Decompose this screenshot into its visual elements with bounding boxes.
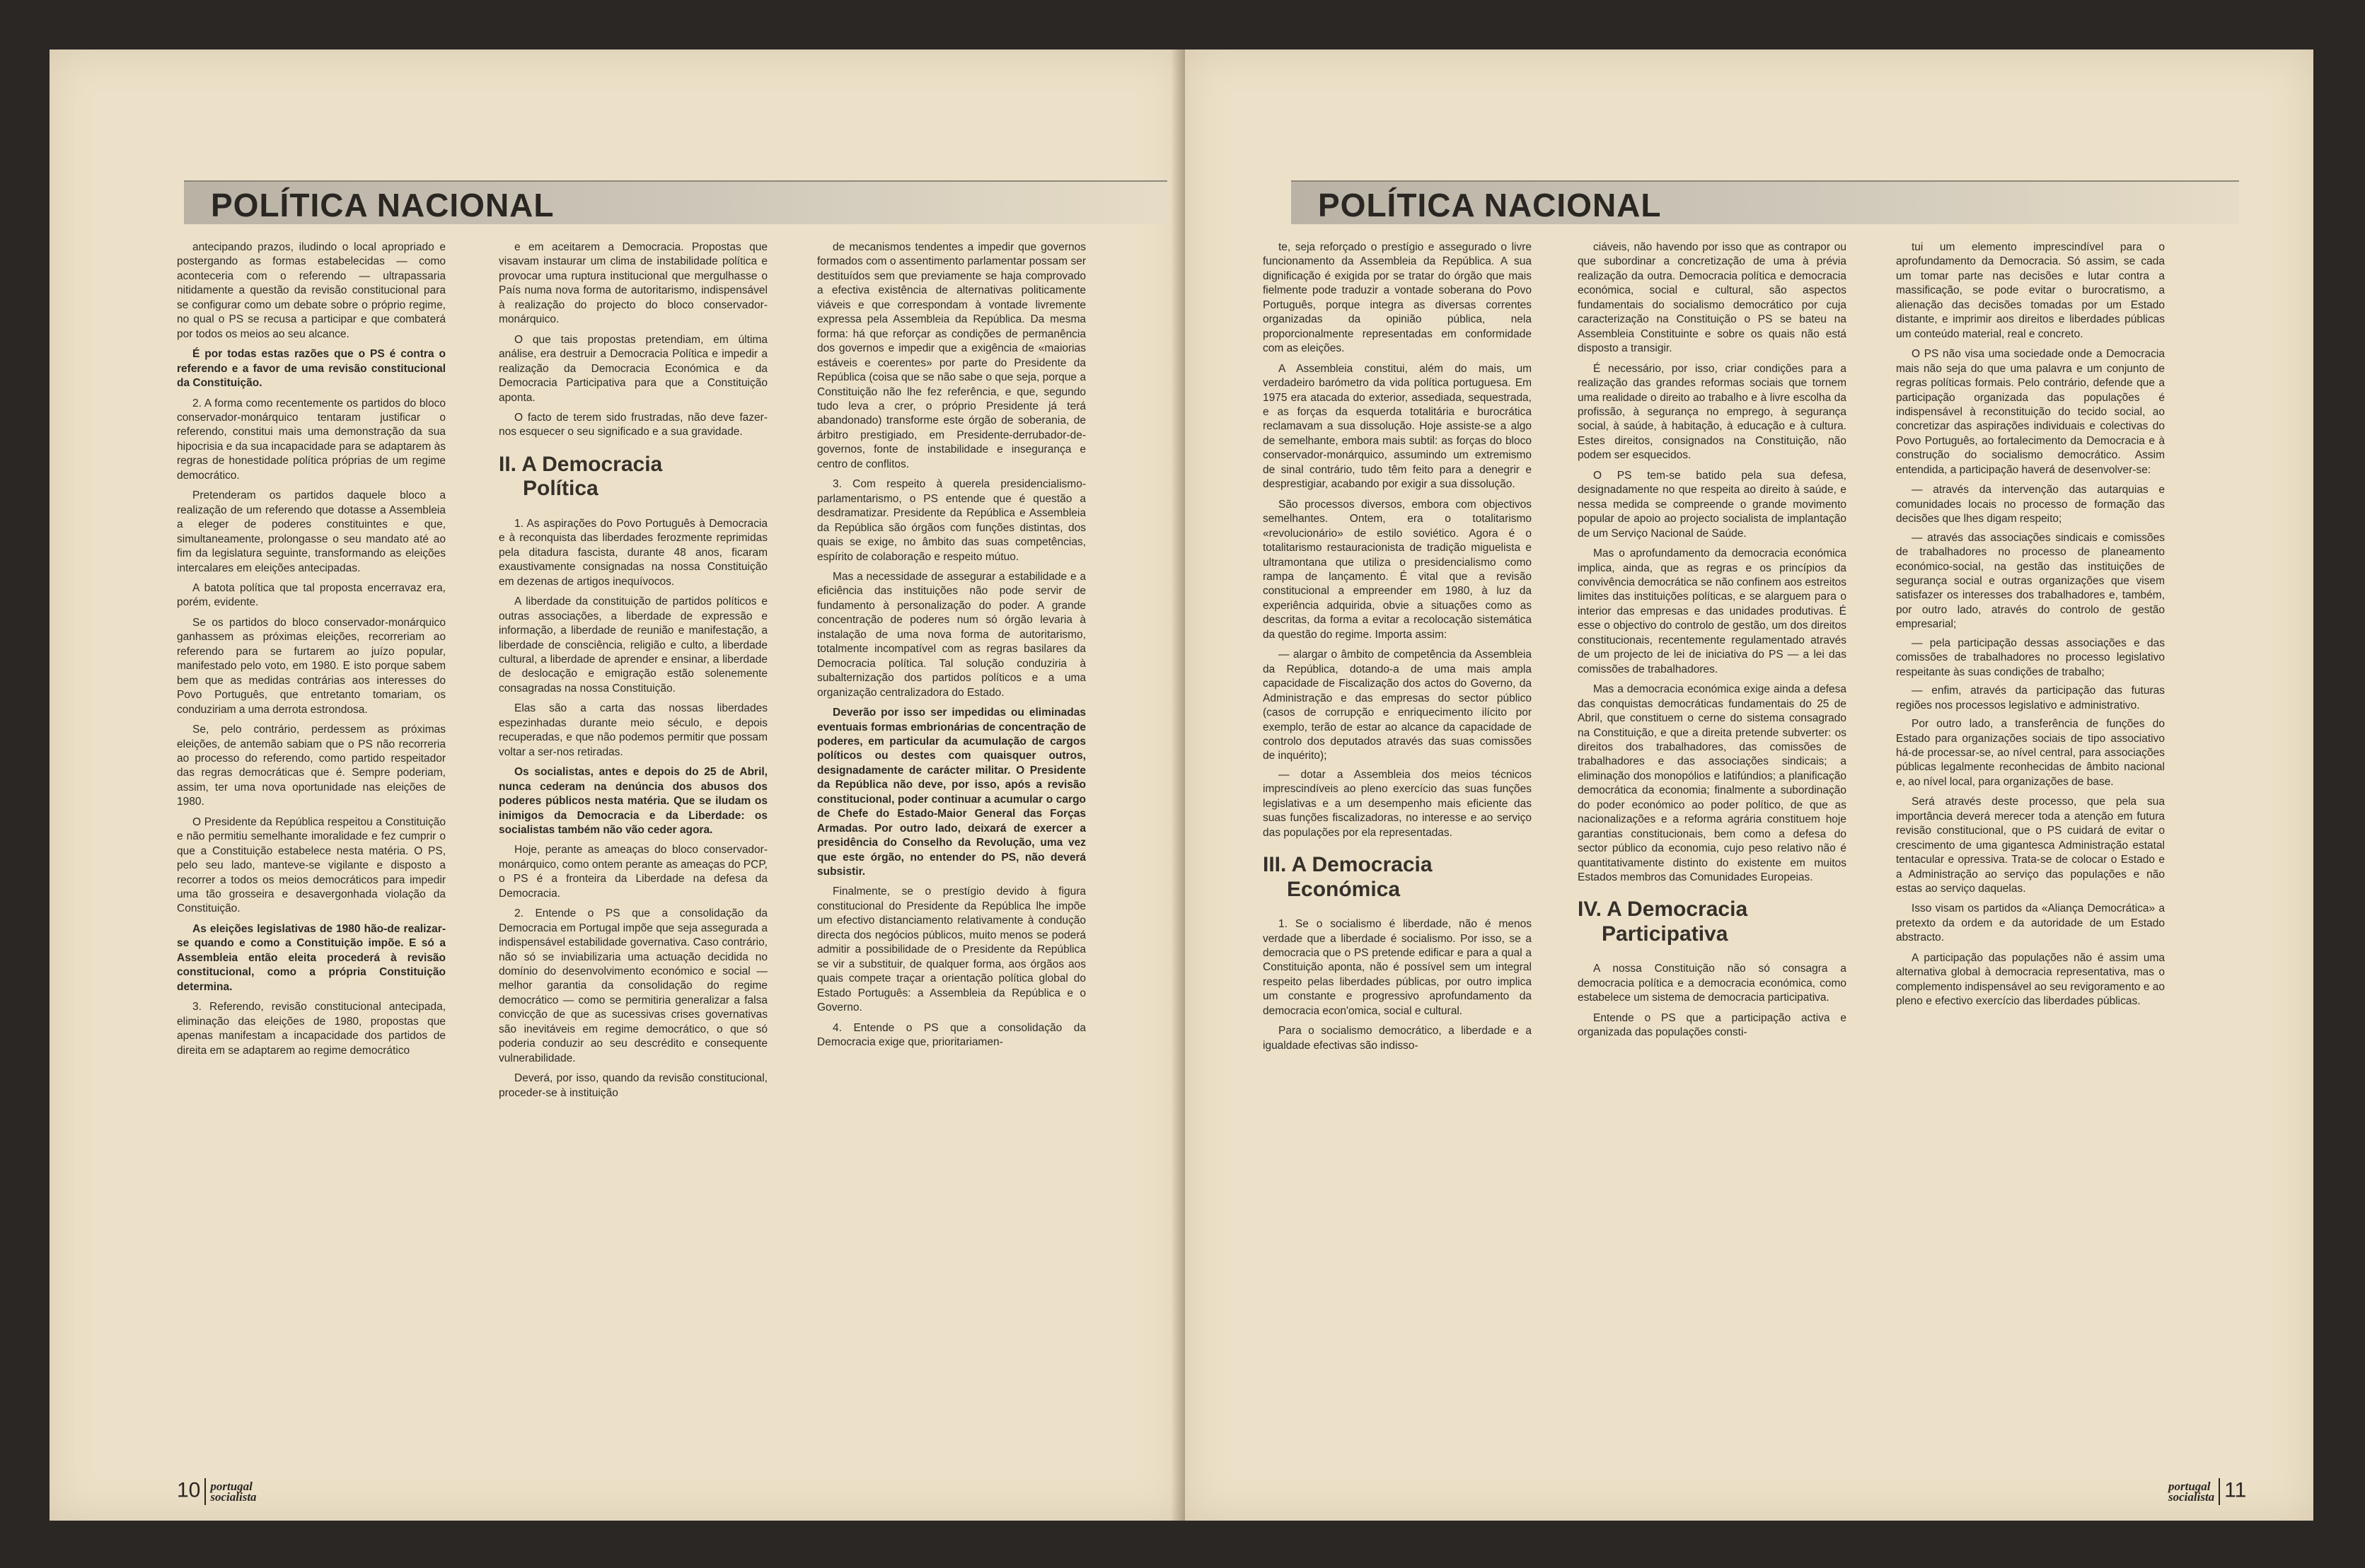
section-header xyxy=(1291,180,2239,224)
paragraph: Será através deste processo, que pela sua importância deverá merecer toda a atenção em futura revisão constitucional, que o PS cuidará de evitar o crescimento de uma gigantesca Administração estatal tentacular e opressiva. Trata-se de colocar o Estado e a Administração ao serviço das populações e não estas ao serviço daquelas. xyxy=(1896,796,2165,895)
paragraph: Para o socialismo democrático, a liberdade e a igualdade efectivas são indisso- xyxy=(1263,1025,1532,1052)
paragraph: As eleições legislativas de 1980 hão-de realizar-se quando e como a Constituição impõe. E só a Assembleia então eleita procederá à revisão constitucional, como a própria Constituição determina. xyxy=(177,922,446,993)
column-2 xyxy=(1578,240,1846,1046)
paragraph: Hoje, perante as ameaças do bloco conservador-monárquico, como ontem perante as ameaças do PCP, o PS é a fronteira da Liberdade na defesa da Democracia. xyxy=(499,844,768,900)
paragraph: Mas a democracia económica exige ainda a defesa das conquistas democráticas fundamentais do 25 de Abril, que constituem o cerne do sistema consagrado na Constituição, e que a direita pretende subverter: os direitos dos trabalhadores, das comissões de trabalhadores e das associações sindicais; a eliminação dos monopólios e latifúndios; a planificação democrática da economia; finalmente a subordinação do poder económico ao poder político, de que as nacionalizações e a reforma agrária constituem hoje garantias constitucionais, bem como a defesa do sector público da economia, cujo peso relativo não é quantitativamente distinto do existente em muitos Estados membros das Comunidades Europeias. xyxy=(1578,683,1846,884)
page-number-text: 11 xyxy=(2224,1478,2247,1502)
paragraph: O PS tem-se batido pela sua defesa, designadamente no que respeita ao direito à saúde, e nessa medida se compreende o grande movimento popular de apoio ao projecto socialista de implantação de um Serviço Nacional de Saúde. xyxy=(1578,469,1846,540)
paragraph: Os socialistas, antes e depois do 25 de Abril, nunca cederam na denúncia dos abusos dos poderes públicos nesta matéria. Que se iludam os inimigos da Democracia e da Liberdade: os socialistas também não vão ceder agora. xyxy=(499,766,768,836)
paragraph: É por todas estas razões que o PS é contra o referendo e a favor de uma revisão constitucional da Constituição. xyxy=(177,348,446,390)
paragraph: 1. Se o socialismo é liberdade, não é menos verdade que a liberdade é socialismo. Por isso, se a democracia que o PS pretende edificar e para a qual a Constituição aponta, não é possível sem um integral respeito pelas liberdades públicas, por outro implica um constante e progressivo aprofundamento da democracia econ'omica, social e cultural. xyxy=(1263,918,1532,1017)
column-3 xyxy=(817,240,1086,1055)
page-number-text: 10 xyxy=(177,1478,201,1502)
paragraph: 3. Referendo, revisão constitucional antecipada, eliminação das eleições de 1980, propostas que apenas manifestam a incapacidade dos partidos de direita em se adaptarem ao regime democrático xyxy=(177,1001,446,1057)
section-heading xyxy=(499,453,768,501)
list-item: — dotar a Assembleia dos meios técnicos imprescindíveis ao pleno exercício das suas funções legislativas e a um desempenho mais eficiente das suas funções fiscalizadoras, no interesse e ao serviço das populações por ela representadas. xyxy=(1263,768,1532,839)
paragraph: Por outro lado, a transferência de funções do Estado para organizações sociais de tipo associativo há-de processar-se, ao nível central, para associações públicas legalmente reconhecidas de âmbito nacional e, ao nível local, para organizações de base. xyxy=(1896,718,2165,788)
paragraph: 2. Entende o PS que a consolidação da Democracia em Portugal impõe que seja assegurada a indispensável estabilidade governativa. Caso contrário, não só se inviabilizaria uma actuação decidida no domínio do desenvolvimento económico e social — melhor garantia da consolidação do regime democrático — como se permitiria generalizar a falsa convicção de que as sucessivas crises governativas são inevitáveis em regime democrático, o que só poderia conduzir ao seu descrédito e consequente vulnerabilidade. xyxy=(499,907,768,1064)
paragraph: Deverá, por isso, quando da revisão constitucional, proceder-se à instituição xyxy=(499,1072,768,1099)
section-header xyxy=(184,180,1167,224)
paragraph: O Presidente da República respeitou a Constituição e não permitiu semelhante imoralidade e fez cumprir o que a Constituição estabelece nesta matéria. O PS, pelo seu lado, manteve-se vigilante e disposto a recorrer a todos os meios democráticos para impedir uma tão grosseira e desavergonhada violação da Constituição. xyxy=(177,815,446,915)
paragraph: O PS não visa uma sociedade onde a Democracia mais não seja do que uma palavra e um conjunto de regras políticas formais. Pelo contrário, defende que a participação organizada das populações é indispensável à reconstituição do tecido social, ao concretizar das aspirações individuais e colectivas do Povo Português, ao fortalecimento da Democracia e à construção do socialismo democrático. Assim entendida, a participação haverá de desenvolver-se: xyxy=(1896,348,2165,476)
paragraph: Pretenderam os partidos daquele bloco a realização de um referendo que dotasse a Assembleia a eleger de poderes constituintes e que, simultaneamente, prolongasse o seu mandato até ao fim da legislatura seguinte, transformando as eleições intercalares em eleições antecipadas. xyxy=(177,489,446,574)
paragraph: A batota política que tal proposta encerravaz era, porém, evidente. xyxy=(177,581,446,609)
heading-line: Participativa xyxy=(1602,922,1728,946)
paragraph: 4. Entende o PS que a consolidação da Democracia exige que, prioritariamen- xyxy=(817,1021,1086,1049)
logo-line: socialista xyxy=(2168,1490,2215,1504)
paragraph: e em aceitarem a Democracia. Propostas que visavam instaurar um clima de instabilidade política e provocar uma ruptura institucional que mergulhasse o País numa nova forma de autoritarismo, indispensável à realização do projecto do bloco conservador-monárquico. xyxy=(499,241,768,326)
publication-logo xyxy=(210,1481,256,1503)
paragraph: Deverão por isso ser impedidas ou eliminadas eventuais formas embrionárias de concentração de poderes, em particular da acumulação de cargos políticos ou destes com quaisquer outros, designadamente de carácter militar. O Presidente da República não deve, por isso, após a revisão constitucional, poder continuar a acumular o cargo de Chefe do Estado-Maior General das Forças Armadas. Por outro lado, deixará de exercer a presidência do Conselho da Revolução, uma vez que este órgão, no entender do PS, não deverá subsistir. xyxy=(817,707,1086,878)
paragraph: É necessário, por isso, criar condições para a realização das grandes reformas sociais que tornem uma realidade o direito ao trabalho e à livre escolha da profissão, à segurança no emprego, à segurança social, à saúde, à habitação, à educação e à cultura. Estes direitos, consignados na Constituição, não podem ser esquecidos. xyxy=(1578,362,1846,462)
publication-logo xyxy=(2168,1481,2214,1503)
paragraph: O facto de terem sido frustradas, não deve fazer-nos esquecer o seu significado e a sua gravidade. xyxy=(499,411,768,439)
heading-line: Económica xyxy=(1287,877,1401,901)
paragraph: São processos diversos, embora com objectivos semelhantes. Ontem, era o totalitarismo «revolucionário» de estilo soviético. Agora é o totalitarismo restauracionista de tradição miguelista e ultramontana que utiliza o presidencialismo como rampa de lançamento. É vital que a revisão constitucional a empreender em 1980, à luz da experiência adquirida, obvie a situações como as descritas, da forma a evitar a recolocação sistemática da questão do regime. Importa assim: xyxy=(1263,498,1532,641)
heading-line: Política xyxy=(523,477,599,501)
paragraph: A nossa Constituição não só consagra a democracia política e a democracia económica, como estabelece um sistema de democracia participativa. xyxy=(1578,963,1846,1004)
paragraph: antecipando prazos, iludindo o local apropriado e postergando as formas estabelecidas — como aconteceria com o referendo — ultrapassaria nitidamente a questão da revisão constitucional para se configurar como um debate sobre o próprio regime, no qual o PS se recusa a participar e que combaterá por todos os meios ao seu alcance. xyxy=(177,241,446,340)
paragraph: O que tais propostas pretendiam, em última análise, era destruir a Democracia Política e impedir a realização da Democracia Económica e da Democracia Participativa para que a Constituição aponta. xyxy=(499,333,768,404)
paragraph: A liberdade da constituição de partidos políticos e outras associações, a liberdade de expressão e informação, a liberdade de reunião e manifestação, a liberdade de consciência, religião e culto, a liberdade cultural, a liberdade de aprender e ensinar, a liberdade de deslocação e emigração estão solenemente consagradas na nossa Constituição. xyxy=(499,596,768,695)
list-item: — pela participação dessas associações e das comissões de trabalhadores no processo legislativo respeitante às suas condições de trabalho; xyxy=(1896,637,2165,678)
paragraph: Se, pelo contrário, perdessem as próximas eleições, de antemão sabiam que o PS não recorreria ao processo do referendo, como partido respeitador das regras democráticas que é. Sempre poderiam, assim, ter uma nova oportunidade nas eleições de 1980. xyxy=(177,724,446,808)
section-heading xyxy=(1578,898,1846,946)
heading-line: II. A Democracia xyxy=(499,452,663,476)
paragraph: Elas são a carta das nossas liberdades espezinhadas durante meio século, e depois recuperadas, e que não podemos permitir que possam voltar a ser-nos retiradas. xyxy=(499,702,768,758)
logo-line: socialista xyxy=(210,1490,257,1504)
paragraph: ciáveis, não havendo por isso que as contrapor ou que subordinar a concretização de uma à prévia realização da outra. Democracia política e democracia económica, social e cultural, são aspectos fundamentais do socialismo democrático por cuja caracterização na Constituição o PS se bateu na Assembleia Constituinte e sobre os quais não está disposto a transigir. xyxy=(1578,241,1846,355)
logo-line: portugal xyxy=(2168,1479,2211,1493)
column-3 xyxy=(1896,240,2165,1015)
heading-line: III. A Democracia xyxy=(1263,853,1433,877)
divider xyxy=(204,1478,206,1505)
paragraph: Finalmente, se o prestígio devido à figura constitucional do Presidente da República lhe impõe um efectivo distanciamento relativamente à condução directa dos negócios públicos, muito menos se poderá admitir a possibilidade de o Presidente da República se vir a substituir, de qualquer forma, aos órgãos aos quais compete traçar a orientação política global do Estado Português: a Assembleia da República e o Governo. xyxy=(817,885,1086,1014)
paragraph: 1. As aspirações do Povo Português à Democracia e à reconquista das liberdades ferozmente reprimidas pela ditadura fascista, durante 48 anos, ficaram exaustivamente consignadas na nossa Constituição em dezenas de artigos inequívocos. xyxy=(499,517,768,588)
column-1 xyxy=(1263,240,1532,1059)
heading-line: IV. A Democracia xyxy=(1578,898,1748,922)
column-1 xyxy=(177,240,446,1064)
list-item: — através da intervenção das autarquias e comunidades locais no processo de formação das decisões que lhes digam respeito; xyxy=(1896,484,2165,525)
paragraph: tui um elemento imprescindível para o aprofundamento da Democracia. Só assim, se cada um tomar parte nas decisões e lutar contra a massificação, se pode evitar o burocratismo, a alienação das decisões tomadas por um Estado distante, e imprimir aos direitos e liberdades públicas um conteúdo material, real e concreto. xyxy=(1896,241,2165,340)
paragraph: 2. A forma como recentemente os partidos do bloco conservador-monárquico tentaram justificar o referendo, constitui mais uma demonstração da sua hipocrisia e da sua incapacidade para se adaptarem às regras de honestidade política próprias de um regime democrático. xyxy=(177,397,446,482)
list-item: — através das associações sindicais e comissões de trabalhadores no processo de planeamento económico-social, na gestão das instituições de segurança social e outras organizações que visem satisfazer os interesses dos trabalhadores e, também, por outro lado, através do controlo de gestão empresarial; xyxy=(1896,531,2165,631)
right-page xyxy=(1185,50,2313,1521)
column-2 xyxy=(499,240,768,1106)
paragraph: Entende o PS que a participação activa e organizada das populações consti- xyxy=(1578,1011,1846,1039)
page-number xyxy=(2168,1478,2246,1505)
list-item: — enfim, através da participação das futuras regiões nos processos legislativo e administrativo. xyxy=(1896,685,2165,712)
section-title: POLÍTICA NACIONAL xyxy=(211,187,555,223)
paragraph: te, seja reforçado o prestígio e assegurado o livre funcionamento da Assembleia da República. A sua dignificação é exigida por se tratar do órgão que mais fielmente pode traduzir a vontade soberana do Povo Português, porque integra as diversas correntes organizadas da opinião pública, nela proporcionalmente representadas em conformidade com as eleições. xyxy=(1263,241,1532,355)
paragraph: 3. Com respeito à querela presidencialismo-parlamentarismo, o PS entende que é questão a desdramatizar. Presidente da República e Assembleia da República são órgãos com funções distintas, dos quais se exige, no âmbito das suas competências, espírito de colaboração e respeito mútuo. xyxy=(817,478,1086,563)
paragraph: Mas o aprofundamento da democracia económica implica, ainda, que as regras e os princípios da convivência democrática se não confinem aos estreitos limites das instituições políticas, e se alarguem para o interior das empresas e das unidades produtivas. É esse o objectivo do controlo de gestão, um dos direitos constitucionais, recentemente regulamentado através de um projecto de lei de iniciativa do PS — a lei das comissões de trabalhadores. xyxy=(1578,547,1846,675)
paragraph: A Assembleia constitui, além do mais, um verdadeiro barómetro da vida política portuguesa. Em 1975 era atacada do exterior, assediada, sequestrada, e as forças da esquerda totalitária e burocrática reclamavam a sua dissolução. Hoje assiste-se a algo de semelhante, embora mais subtil: as forças do bloco conservador-monárquico, assumindo um extremismo de sinal contrário, tudo têm feito para a denegrir e desprestigiar, acabando por exigir a sua dissolução. xyxy=(1263,362,1532,491)
paragraph: A participação das populações não é assim uma alternativa global à democracia representativa, mas o complemento indispensável ao seu revigoramento e ao pleno e efectivo exercício das liberdades públicas. xyxy=(1896,951,2165,1008)
section-heading xyxy=(1263,853,1532,902)
list-item: — alargar o âmbito de competência da Assembleia da República, dotando-a de uma mais ampla capacidade de Fiscalização dos actos do Governo, da Administração e das empresas do sector público (casos de corrupção e enriquecimento ilícito por exemplo, terão de estar ao alcance da capacidade de controlo dos deputados através das suas comissões de inquérito); xyxy=(1263,649,1532,762)
left-page xyxy=(50,50,1185,1521)
page-number xyxy=(177,1478,257,1505)
divider xyxy=(2219,1478,2220,1505)
paragraph: Mas a necessidade de assegurar a estabilidade e a eficiência das instituições não pode servir de fundamento à personalização do poder. A grande concentração de poderes num só órgão levaria à instalação de uma nova forma de autoritarismo, totalmente incompatível com as regras basilares da Democracia política. Tal solução conduziria à subalternização dos partidos políticos e a uma organização centralizadora do Estado. xyxy=(817,570,1086,699)
paragraph: Isso visam os partidos da «Aliança Democrática» a pretexto da ordem e da autoridade de um Estado abstracto. xyxy=(1896,902,2165,944)
logo-line: portugal xyxy=(210,1479,253,1493)
paragraph: Se os partidos do bloco conservador-monárquico ganhassem as próximas eleições, recorreriam ao referendo para se furtarem ao juízo popular, manifestado pelo voto, em 1980. E isto porque sabem bem que as medidas contrárias aos interesses do Povo Português, que entretanto tomariam, os conduziriam a uma derrota estrondosa. xyxy=(177,616,446,716)
section-title: POLÍTICA NACIONAL xyxy=(1318,187,1662,223)
paragraph: de mecanismos tendentes a impedir que governos formados com o assentimento parlamentar possam ser destituídos sem que previamente se haja comprovado a efectiva existência de alternativas politicamente viáveis e que correspondam à vontade livremente expressa pela Assembleia da República. Da mesma forma: há que reforçar as condições de permanência dos governos e impedir que a exigência de «maiorias estáveis e coerentes» por parte do Presidente da República (coisa que se não sabe o que seja, porque a Constituição não lhe fez referência, e que, segundo tudo leva a crer, o próprio Presidente já terá abandonado) transforme este órgão de soberania, de árbitro prestigiado, em Presidente-derrubador-de-governos, fonte de instabilidade e insegurança e centro de conflitos. xyxy=(817,241,1086,470)
